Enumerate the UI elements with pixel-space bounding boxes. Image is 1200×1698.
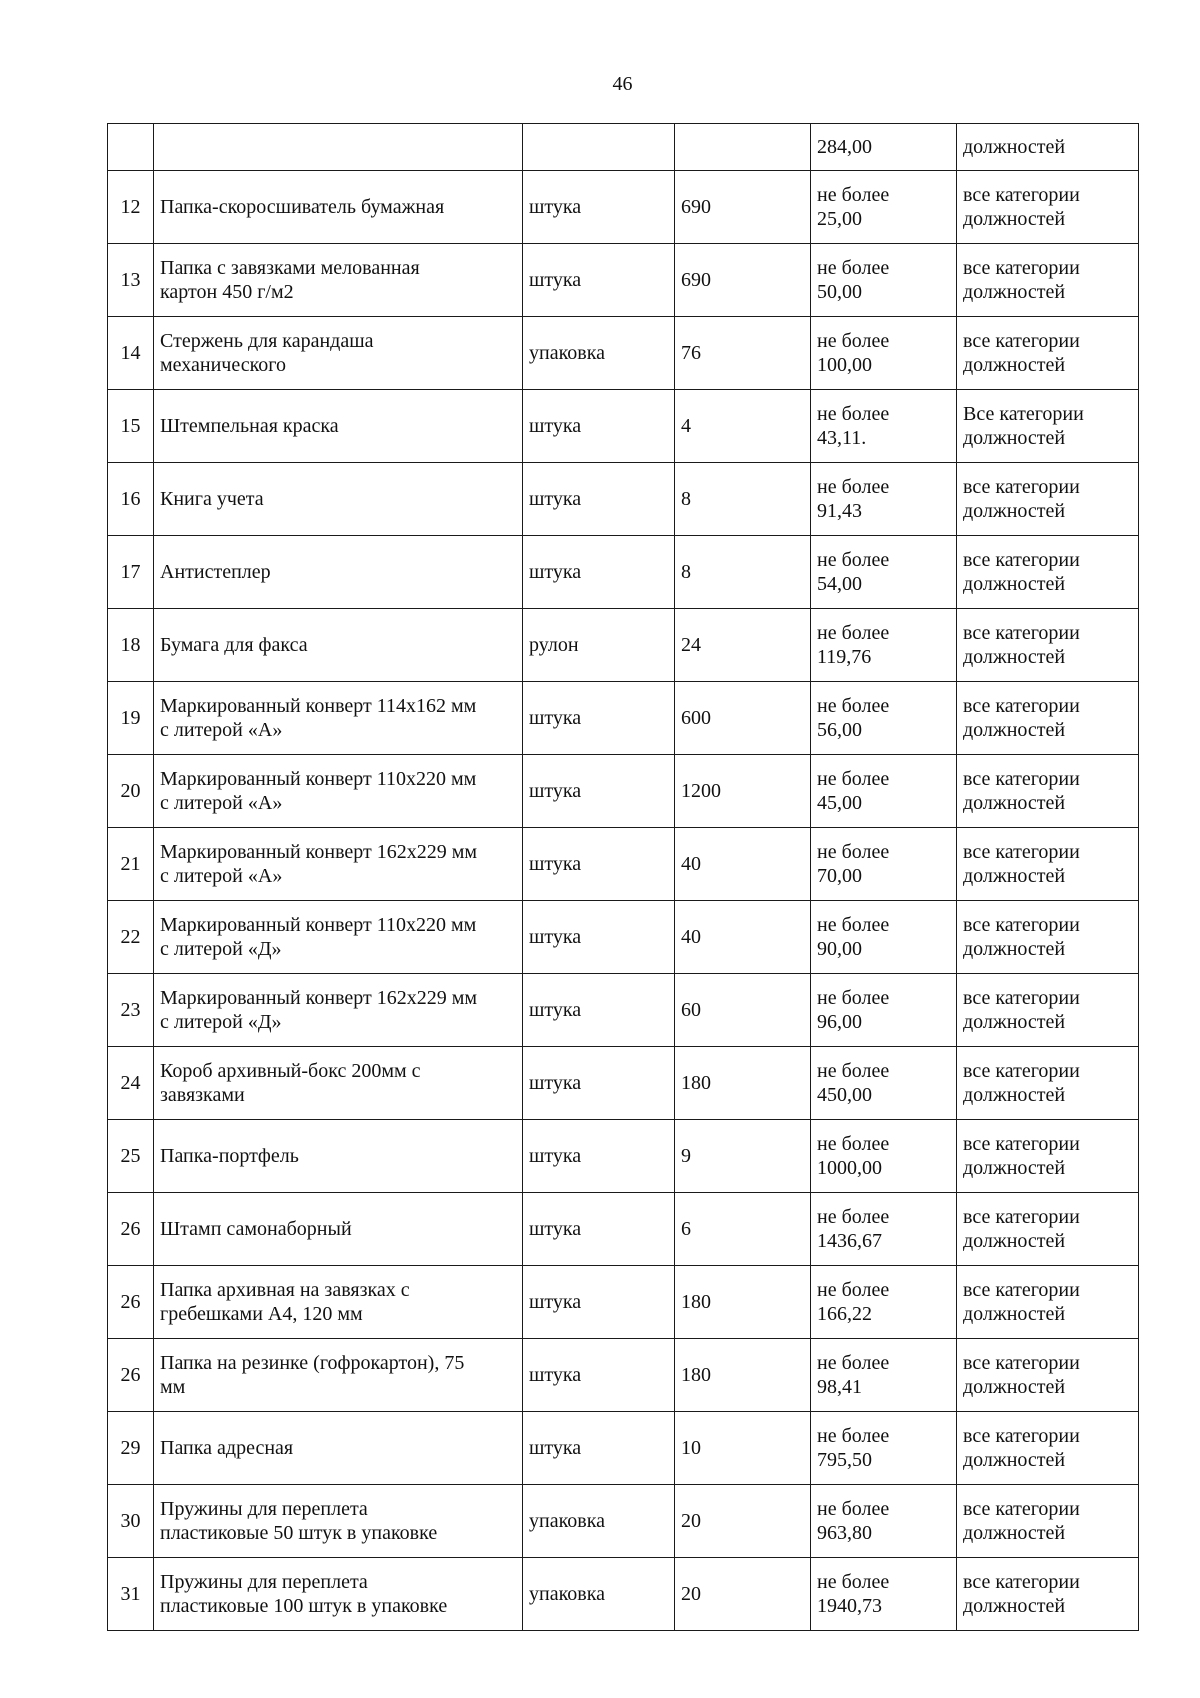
cell-name xyxy=(154,317,523,390)
cell-category-line: все категории xyxy=(963,257,1080,279)
cell-price-line: не более xyxy=(817,1425,890,1447)
cell-name-line: завязками xyxy=(160,1084,245,1106)
cell-quantity: 600 xyxy=(675,682,811,755)
cell-quantity: 40 xyxy=(675,901,811,974)
cell-category xyxy=(957,609,1139,682)
cell-name xyxy=(154,1120,523,1193)
cell-name-line: Папка с завязками мелованная xyxy=(160,257,420,279)
cell-name-line: Пружины для переплета xyxy=(160,1571,368,1593)
cell-price xyxy=(811,755,957,828)
cell-name-line: Книга учета xyxy=(160,488,264,510)
cell-category xyxy=(957,1558,1139,1631)
cell-price-line: 91,43 xyxy=(817,500,862,522)
cell-name-line: Маркированный конверт 110х220 мм xyxy=(160,914,477,936)
cell-quantity: 1200 xyxy=(675,755,811,828)
cell-category-line: должностей xyxy=(963,1449,1066,1471)
table-row xyxy=(108,609,1139,682)
cell-name-line: Маркированный конверт 162х229 мм xyxy=(160,841,478,863)
cell-category xyxy=(957,317,1139,390)
cell-category-line: должностей xyxy=(963,1011,1066,1033)
cell-category-line: должностей xyxy=(963,354,1066,376)
cell-number: 26 xyxy=(108,1266,154,1339)
cell-number: 23 xyxy=(108,974,154,1047)
cell-number: 19 xyxy=(108,682,154,755)
cell-price xyxy=(811,974,957,1047)
cell-unit: штука xyxy=(523,390,675,463)
cell-name-line: механического xyxy=(160,354,287,376)
cell-number: 29 xyxy=(108,1412,154,1485)
cell-name xyxy=(154,463,523,536)
cell-name xyxy=(154,1266,523,1339)
cell-name xyxy=(154,1558,523,1631)
cell-price xyxy=(811,1120,957,1193)
cell-name xyxy=(154,755,523,828)
cell-name xyxy=(154,244,523,317)
cell-price xyxy=(811,536,957,609)
cell-quantity: 180 xyxy=(675,1339,811,1412)
cell-price-line: 795,50 xyxy=(817,1449,872,1471)
cell-unit: штука xyxy=(523,974,675,1047)
cell-price-line: не более xyxy=(817,1571,890,1593)
cell-price xyxy=(811,609,957,682)
cell-number: 26 xyxy=(108,1339,154,1412)
cell-unit: штука xyxy=(523,171,675,244)
table-row xyxy=(108,828,1139,901)
cell-quantity: 180 xyxy=(675,1047,811,1120)
table-body xyxy=(108,124,1139,1631)
cell-quantity: 10 xyxy=(675,1412,811,1485)
cell-quantity: 8 xyxy=(675,463,811,536)
cell-unit: штука xyxy=(523,828,675,901)
cell-price-line: 45,00 xyxy=(817,792,862,814)
cell-category-line: все категории xyxy=(963,1352,1080,1374)
supplies-table xyxy=(107,123,1139,1631)
cell-category xyxy=(957,682,1139,755)
cell-name xyxy=(154,1193,523,1266)
table-row xyxy=(108,974,1139,1047)
cell-name-line: Папка архивная на завязках с xyxy=(160,1279,410,1301)
cell-unit: штука xyxy=(523,1120,675,1193)
cell-unit: упаковка xyxy=(523,317,675,390)
cell-name-line: с литерой «А» xyxy=(160,792,283,814)
table-row xyxy=(108,171,1139,244)
cell-price-line: 90,00 xyxy=(817,938,862,960)
cell-price-line: 70,00 xyxy=(817,865,862,887)
cell-category-line: все категории xyxy=(963,1425,1080,1447)
cell-price-line: 54,00 xyxy=(817,573,862,595)
cell-category-line: все категории xyxy=(963,184,1080,206)
cell-category-line: должностей xyxy=(963,1230,1066,1252)
table-row xyxy=(108,463,1139,536)
cell-name-line: Маркированный конверт 162х229 мм xyxy=(160,987,478,1009)
cell-price-line: не более xyxy=(817,987,890,1009)
cell-number: 14 xyxy=(108,317,154,390)
cell-category-line: должностей xyxy=(963,1157,1066,1179)
cell-price-line: 56,00 xyxy=(817,719,862,741)
cell-category-line: должностей xyxy=(963,792,1066,814)
cell-name-line: пластиковые 100 штук в упаковке xyxy=(160,1595,448,1617)
cell-number: 24 xyxy=(108,1047,154,1120)
cell-unit xyxy=(523,124,675,171)
cell-price xyxy=(811,1485,957,1558)
cell-quantity: 24 xyxy=(675,609,811,682)
cell-price xyxy=(811,463,957,536)
table-row xyxy=(108,1339,1139,1412)
table-row xyxy=(108,1120,1139,1193)
cell-unit: штука xyxy=(523,463,675,536)
cell-unit: штука xyxy=(523,1266,675,1339)
cell-quantity: 40 xyxy=(675,828,811,901)
cell-number: 30 xyxy=(108,1485,154,1558)
cell-price-line: 96,00 xyxy=(817,1011,862,1033)
cell-name-line: Антистеплер xyxy=(160,561,271,583)
cell-category-line: все категории xyxy=(963,476,1080,498)
cell-price-line: не более xyxy=(817,184,890,206)
cell-price-line: не более xyxy=(817,403,890,425)
cell-price-line: не более xyxy=(817,1352,890,1374)
cell-unit: штука xyxy=(523,1412,675,1485)
cell-price-line: не более xyxy=(817,330,890,352)
cell-name-line: Папка-скоросшиватель бумажная xyxy=(160,196,445,218)
cell-quantity xyxy=(675,124,811,171)
cell-number: 25 xyxy=(108,1120,154,1193)
cell-unit: упаковка xyxy=(523,1485,675,1558)
cell-price-line: не более xyxy=(817,622,890,644)
table-row-continuation xyxy=(108,124,1139,171)
cell-unit: рулон xyxy=(523,609,675,682)
cell-name-line: гребешками А4, 120 мм xyxy=(160,1303,363,1325)
cell-unit: штука xyxy=(523,536,675,609)
table-row xyxy=(108,244,1139,317)
cell-quantity: 60 xyxy=(675,974,811,1047)
cell-number: 17 xyxy=(108,536,154,609)
cell-name xyxy=(154,1412,523,1485)
cell-category-line: все категории xyxy=(963,1206,1080,1228)
cell-price: 284,00 xyxy=(811,124,957,171)
table-row xyxy=(108,1558,1139,1631)
cell-unit: штука xyxy=(523,1339,675,1412)
cell-category xyxy=(957,536,1139,609)
cell-number: 16 xyxy=(108,463,154,536)
table-row xyxy=(108,1193,1139,1266)
cell-quantity: 20 xyxy=(675,1558,811,1631)
cell-price-line: не более xyxy=(817,768,890,790)
table-row xyxy=(108,682,1139,755)
cell-category xyxy=(957,463,1139,536)
cell-quantity: 690 xyxy=(675,244,811,317)
cell-category-line: должностей xyxy=(963,281,1066,303)
cell-price-line: не более xyxy=(817,914,890,936)
cell-category-line: все категории xyxy=(963,987,1080,1009)
table-row xyxy=(108,317,1139,390)
cell-name-line: пластиковые 50 штук в упаковке xyxy=(160,1522,438,1544)
cell-price-line: не более xyxy=(817,1279,890,1301)
cell-price-line: 1436,67 xyxy=(817,1230,882,1252)
cell-name xyxy=(154,171,523,244)
cell-category-line: должностей xyxy=(963,208,1066,230)
cell-category-line: должностей xyxy=(963,1303,1066,1325)
cell-price-line: не более xyxy=(817,1133,890,1155)
cell-name-line: с литерой «Д» xyxy=(160,938,282,960)
cell-price-line: не более xyxy=(817,695,890,717)
cell-name xyxy=(154,682,523,755)
cell-price-line: 166,22 xyxy=(817,1303,872,1325)
table-row xyxy=(108,1047,1139,1120)
cell-category-line: все категории xyxy=(963,1060,1080,1082)
cell-category-line: все категории xyxy=(963,330,1080,352)
cell-number: 13 xyxy=(108,244,154,317)
cell-price xyxy=(811,317,957,390)
cell-category-line: все категории xyxy=(963,622,1080,644)
cell-price xyxy=(811,1047,957,1120)
cell-price xyxy=(811,828,957,901)
cell-category-line: все категории xyxy=(963,1571,1080,1593)
cell-name-line: Бумага для факса xyxy=(160,634,308,656)
cell-category-line: должностей xyxy=(963,573,1066,595)
cell-unit: штука xyxy=(523,244,675,317)
cell-category-line: должностей xyxy=(963,865,1066,887)
cell-price xyxy=(811,1412,957,1485)
cell-name xyxy=(154,1339,523,1412)
cell-unit: упаковка xyxy=(523,1558,675,1631)
cell-name-line: Короб архивный-бокс 200мм с xyxy=(160,1060,421,1082)
cell-price-line: не более xyxy=(817,1498,890,1520)
cell-price-line: не более xyxy=(817,549,890,571)
table-row xyxy=(108,1485,1139,1558)
cell-price-line: 43,11. xyxy=(817,427,867,449)
cell-category-line: должностей xyxy=(963,1376,1066,1398)
table-row xyxy=(108,390,1139,463)
cell-name xyxy=(154,974,523,1047)
cell-unit: штука xyxy=(523,1047,675,1120)
cell-quantity: 6 xyxy=(675,1193,811,1266)
cell-price-line: 450,00 xyxy=(817,1084,872,1106)
table-row xyxy=(108,901,1139,974)
cell-quantity: 4 xyxy=(675,390,811,463)
cell-category-line: Все категории xyxy=(963,403,1084,425)
cell-category-line: должностей xyxy=(963,1084,1066,1106)
cell-name-line: Папка адресная xyxy=(160,1437,294,1459)
cell-category xyxy=(957,1120,1139,1193)
cell-category-line: все категории xyxy=(963,695,1080,717)
cell-quantity: 20 xyxy=(675,1485,811,1558)
cell-price-line: 963,80 xyxy=(817,1522,872,1544)
cell-price-line: 1000,00 xyxy=(817,1157,882,1179)
cell-number: 21 xyxy=(108,828,154,901)
cell-number: 31 xyxy=(108,1558,154,1631)
cell-name-line: Папка-портфель xyxy=(160,1145,299,1167)
cell-category-line: должностей xyxy=(963,1595,1066,1617)
cell-price-line: 1940,73 xyxy=(817,1595,882,1617)
cell-category xyxy=(957,1412,1139,1485)
cell-price xyxy=(811,1339,957,1412)
cell-name-line: с литерой «А» xyxy=(160,719,283,741)
cell-quantity: 8 xyxy=(675,536,811,609)
page-number: 46 xyxy=(612,73,633,95)
cell-category xyxy=(957,755,1139,828)
cell-category-line: все категории xyxy=(963,841,1080,863)
cell-number: 22 xyxy=(108,901,154,974)
cell-number: 18 xyxy=(108,609,154,682)
cell-price-line: не более xyxy=(817,476,890,498)
cell-name xyxy=(154,1485,523,1558)
cell-number: 26 xyxy=(108,1193,154,1266)
cell-name-line: Маркированный конверт 114х162 мм xyxy=(160,695,477,717)
cell-unit: штука xyxy=(523,682,675,755)
table-row xyxy=(108,1266,1139,1339)
cell-quantity: 9 xyxy=(675,1120,811,1193)
cell-category xyxy=(957,828,1139,901)
cell-category-line: все категории xyxy=(963,1279,1080,1301)
cell-unit: штука xyxy=(523,1193,675,1266)
cell-price-line: 50,00 xyxy=(817,281,862,303)
cell-number: 20 xyxy=(108,755,154,828)
cell-category xyxy=(957,974,1139,1047)
cell-category-line: должностей xyxy=(963,938,1066,960)
cell-price xyxy=(811,171,957,244)
cell-category-line: должностей xyxy=(963,1522,1066,1544)
table-row xyxy=(108,1412,1139,1485)
cell-price-line: 98,41 xyxy=(817,1376,862,1398)
cell-category-line: все категории xyxy=(963,1498,1080,1520)
cell-quantity: 690 xyxy=(675,171,811,244)
cell-name-line: Маркированный конверт 110х220 мм xyxy=(160,768,477,790)
cell-price-line: 100,00 xyxy=(817,354,872,376)
cell-name xyxy=(154,828,523,901)
cell-category-line: должностей xyxy=(963,719,1066,741)
cell-category-line: все категории xyxy=(963,549,1080,571)
cell-category xyxy=(957,1266,1139,1339)
cell-category xyxy=(957,390,1139,463)
cell-name-line: Стержень для карандаша xyxy=(160,330,374,352)
cell-category xyxy=(957,901,1139,974)
cell-price xyxy=(811,244,957,317)
cell-price xyxy=(811,901,957,974)
cell-number: 15 xyxy=(108,390,154,463)
cell-category-line: должностей xyxy=(963,646,1066,668)
cell-name-line: мм xyxy=(160,1376,186,1398)
table-row xyxy=(108,536,1139,609)
cell-price-line: не более xyxy=(817,1206,890,1228)
cell-category-line: должностей xyxy=(963,500,1066,522)
cell-name-line: картон 450 г/м2 xyxy=(160,281,294,303)
cell-price xyxy=(811,1558,957,1631)
cell-name-line: Пружины для переплета xyxy=(160,1498,368,1520)
cell-price-line: не более xyxy=(817,841,890,863)
cell-number xyxy=(108,124,154,171)
cell-price-line: 119,76 xyxy=(817,646,872,668)
cell-category-line: все категории xyxy=(963,1133,1080,1155)
cell-name-line: с литерой «Д» xyxy=(160,1011,282,1033)
cell-category xyxy=(957,244,1139,317)
cell-category-line: все категории xyxy=(963,768,1080,790)
cell-category xyxy=(957,1193,1139,1266)
cell-category xyxy=(957,1047,1139,1120)
cell-quantity: 180 xyxy=(675,1266,811,1339)
cell-name xyxy=(154,1047,523,1120)
cell-unit: штука xyxy=(523,901,675,974)
cell-price xyxy=(811,682,957,755)
cell-name xyxy=(154,390,523,463)
cell-price xyxy=(811,1193,957,1266)
cell-name-line: Штемпельная краска xyxy=(160,415,339,437)
cell-price-line: 25,00 xyxy=(817,208,862,230)
cell-category xyxy=(957,1485,1139,1558)
cell-name xyxy=(154,124,523,171)
cell-category xyxy=(957,171,1139,244)
cell-name-line: с литерой «А» xyxy=(160,865,283,887)
cell-name xyxy=(154,536,523,609)
cell-name xyxy=(154,609,523,682)
cell-quantity: 76 xyxy=(675,317,811,390)
cell-category-line: все категории xyxy=(963,914,1080,936)
cell-name-line: Штамп самонаборный xyxy=(160,1218,352,1240)
cell-name-line: Папка на резинке (гофрокартон), 75 xyxy=(160,1352,465,1374)
cell-price xyxy=(811,390,957,463)
cell-price-line: не более xyxy=(817,257,890,279)
cell-category xyxy=(957,1339,1139,1412)
cell-category: должностей xyxy=(957,124,1139,171)
table-row xyxy=(108,755,1139,828)
cell-name xyxy=(154,901,523,974)
cell-price xyxy=(811,1266,957,1339)
cell-number: 12 xyxy=(108,171,154,244)
cell-category-line: должностей xyxy=(963,427,1066,449)
cell-price-line: не более xyxy=(817,1060,890,1082)
cell-unit: штука xyxy=(523,755,675,828)
